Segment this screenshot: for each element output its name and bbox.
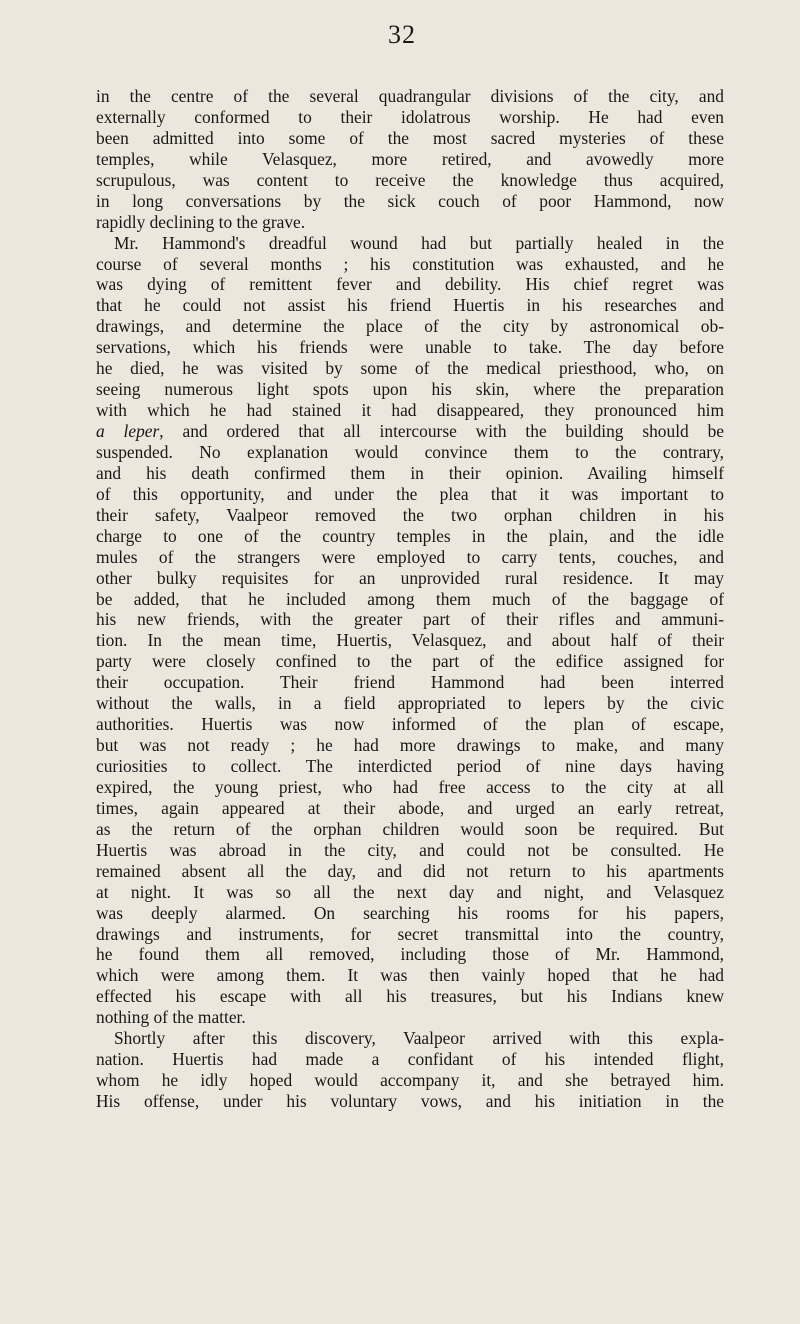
text-line: rapidly declining to the grave.	[96, 211, 306, 232]
text-line: which were among them. It was then vainly hoped that he had	[96, 965, 724, 986]
text-line: was deeply alarmed. On searching his rooms for his papers,	[96, 902, 724, 923]
text-line: Shortly after this discovery, Vaalpeor arrived with this expla-	[114, 1028, 724, 1049]
text-line: drawings and instruments, for secret transmittal into the country,	[96, 923, 724, 944]
text-line: whom he idly hoped would accompany it, and she betrayed him.	[96, 1070, 724, 1091]
text-line: authorities. Huertis was now informed of the plan of escape,	[96, 714, 724, 735]
text-line: suspended. No explanation would convince them to the contrary,	[96, 441, 724, 462]
text-line: mules of the strangers were employed to carry tents, couches, and	[96, 546, 724, 567]
text-line: temples, while Velasquez, more retired, and avowedly more	[96, 148, 724, 169]
text-line: but was not ready ; he had more drawings to make, and many	[96, 735, 724, 756]
text-line: in long conversations by the sick couch of poor Hammond, now	[96, 190, 724, 211]
text-line: seeing numerous light spots upon his skin, where the preparation	[96, 379, 724, 400]
body-text	[96, 86, 724, 1112]
text-line: His offense, under his voluntary vows, and his initiation in the	[96, 1091, 724, 1111]
text-line: was dying of remittent fever and debility. His chief regret was	[96, 274, 724, 295]
text-line: course of several months ; his constitution was exhausted, and he	[96, 253, 724, 274]
text-line: in the centre of the several quadrangular divisions of the city, and	[96, 86, 724, 106]
italic-phrase: a leper	[96, 421, 160, 441]
text-line: remained absent all the day, and did not return to his apartments	[96, 860, 724, 881]
text-line: charge to one of the country temples in the plain, and the idle	[96, 525, 724, 546]
text-line: at night. It was so all the next day and night, and Velasquez	[96, 881, 724, 902]
text-line: as the return of the orphan children would soon be required. But	[96, 818, 724, 839]
text-line: Mr. Hammond's dreadful wound had but partially healed in the	[114, 232, 724, 253]
text-line: be added, that he included among them much of the baggage of	[96, 588, 724, 609]
text-line: without the walls, in a field appropriated to lepers by the civic	[96, 693, 724, 714]
text-line: he died, he was visited by some of the medical priesthood, who, on	[96, 358, 724, 379]
text-line: their occupation. Their friend Hammond had been interred	[96, 672, 724, 693]
text-line	[96, 421, 724, 442]
text-line: scrupulous, was content to receive the knowledge thus acquired,	[96, 169, 724, 190]
text-line: their safety, Vaalpeor removed the two orphan children in his	[96, 504, 724, 525]
text-line: and his death confirmed them in their opinion. Availing himself	[96, 462, 724, 483]
text-line: tion. In the mean time, Huertis, Velasquez, and about half of their	[96, 630, 724, 651]
text-line: Huertis was abroad in the city, and could not be consulted. He	[96, 839, 724, 860]
text-line: externally conformed to their idolatrous worship. He had even	[96, 106, 724, 127]
text-line: servations, which his friends were unable to take. The day before	[96, 337, 724, 358]
text-line: times, again appeared at their abode, and urged an early retreat,	[96, 797, 724, 818]
text-line: party were closely confined to the part of the edifice assigned for	[96, 651, 724, 672]
page-number: 32	[388, 20, 416, 49]
text-line: of this opportunity, and under the plea that it was important to	[96, 483, 724, 504]
text-line: curiosities to collect. The interdicted period of nine days having	[96, 756, 724, 776]
text-line: expired, the young priest, who had free access to the city at all	[96, 776, 724, 797]
text-line: drawings, and determine the place of the city by astronomical ob-	[96, 316, 724, 337]
text-line: other bulky requisites for an unprovided rural residence. It may	[96, 567, 724, 588]
text-line: nothing of the matter.	[96, 1007, 246, 1028]
text-line: he found them all removed, including those of Mr. Hammond,	[96, 944, 724, 965]
text-line: with which he had stained it had disappeared, they pronounced him	[96, 400, 724, 421]
text-line: effected his escape with all his treasures, but his Indians knew	[96, 986, 724, 1007]
text-line: been admitted into some of the most sacred mysteries of these	[96, 127, 724, 148]
text-segment: , and ordered that all intercourse with the building should be	[159, 421, 724, 441]
text-line: nation. Huertis had made a confidant of his intended flight,	[96, 1049, 724, 1070]
text-line: his new friends, with the greater part of their rifles and ammuni-	[96, 609, 724, 630]
text-line: that he could not assist his friend Huertis in his researches and	[96, 295, 724, 316]
